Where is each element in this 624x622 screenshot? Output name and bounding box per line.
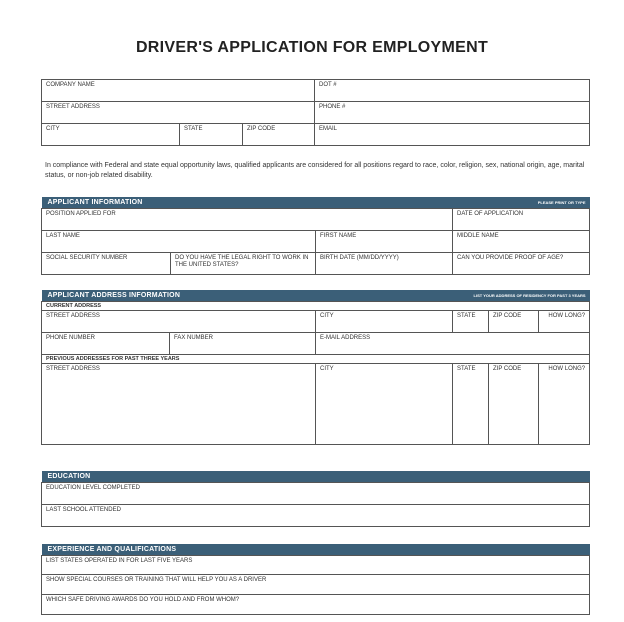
- section-title: EXPERIENCE AND QUALIFICATIONS: [47, 546, 177, 553]
- position-field[interactable]: POSITION APPLIED FOR: [42, 209, 453, 231]
- company-zip-field[interactable]: ZIP CODE: [243, 124, 315, 146]
- last-name-field[interactable]: LAST NAME: [42, 231, 316, 253]
- section-title: APPLICANT ADDRESS INFORMATION: [47, 292, 181, 299]
- previous-city-field[interactable]: CITY: [316, 364, 453, 445]
- last-school-field[interactable]: LAST SCHOOL ATTENDED: [42, 505, 590, 527]
- previous-street-field[interactable]: STREET ADDRESS: [42, 364, 316, 445]
- fax-number-field[interactable]: FAX NUMBER: [170, 333, 316, 355]
- experience-header: [42, 544, 590, 555]
- previous-zip-field[interactable]: ZIP CODE: [489, 364, 539, 445]
- birth-date-field[interactable]: BIRTH DATE (MM/DD/YYYY): [316, 253, 453, 275]
- education-level-field[interactable]: EDUCATION LEVEL COMPLETED: [42, 483, 590, 505]
- current-state-field[interactable]: STATE: [453, 311, 489, 333]
- ssn-field[interactable]: SOCIAL SECURITY NUMBER: [42, 253, 171, 275]
- education-table: [41, 471, 590, 527]
- address-info-table: [41, 290, 590, 445]
- middle-name-field[interactable]: MIDDLE NAME: [453, 231, 590, 253]
- applicant-info-header: [42, 197, 590, 208]
- current-address-label: CURRENT ADDRESS: [42, 302, 590, 311]
- dot-field[interactable]: DOT #: [315, 80, 590, 102]
- current-city-field[interactable]: CITY: [316, 311, 453, 333]
- application-date-field[interactable]: DATE OF APPLICATION: [453, 209, 590, 231]
- company-phone-field[interactable]: PHONE #: [315, 102, 590, 124]
- section-note: PLEASE PRINT OR TYPE: [537, 200, 586, 205]
- experience-table: [41, 544, 590, 615]
- company-email-field[interactable]: EMAIL: [315, 124, 590, 146]
- safe-driving-awards-field[interactable]: WHICH SAFE DRIVING AWARDS DO YOU HOLD AND FROM WHOM?: [42, 595, 590, 615]
- applicant-info-table: [41, 197, 590, 275]
- company-city-field[interactable]: CITY: [42, 124, 180, 146]
- company-name-field[interactable]: COMPANY NAME: [42, 80, 315, 102]
- previous-state-field[interactable]: STATE: [453, 364, 489, 445]
- special-courses-field[interactable]: SHOW SPECIAL COURSES OR TRAINING THAT WILL HELP YOU AS A DRIVER: [42, 575, 590, 595]
- phone-number-field[interactable]: PHONE NUMBER: [42, 333, 170, 355]
- company-state-field[interactable]: STATE: [180, 124, 243, 146]
- current-street-field[interactable]: STREET ADDRESS: [42, 311, 316, 333]
- proof-of-age-field[interactable]: CAN YOU PROVIDE PROOF OF AGE?: [453, 253, 590, 275]
- company-info-table: [41, 79, 590, 146]
- current-how-long-field[interactable]: HOW LONG?: [539, 311, 590, 333]
- previous-how-long-field[interactable]: HOW LONG?: [539, 364, 590, 445]
- education-header: [42, 471, 590, 482]
- first-name-field[interactable]: FIRST NAME: [316, 231, 453, 253]
- current-zip-field[interactable]: ZIP CODE: [489, 311, 539, 333]
- previous-addresses-label: PREVIOUS ADDRESSES FOR PAST THREE YEARS: [42, 355, 590, 364]
- section-title: APPLICANT INFORMATION: [47, 199, 143, 206]
- section-title: EDUCATION: [47, 473, 91, 480]
- address-info-header: [42, 290, 590, 301]
- company-street-field[interactable]: STREET ADDRESS: [42, 102, 315, 124]
- section-note: LIST YOUR ADDRESS OF RESIDENCY FOR PAST 3 YEARS: [473, 293, 586, 298]
- email-address-field[interactable]: E-MAIL ADDRESS: [316, 333, 590, 355]
- legal-right-field[interactable]: DO YOU HAVE THE LEGAL RIGHT TO WORK IN THE UNITED STATES?: [171, 253, 316, 275]
- page-title: DRIVER'S APPLICATION FOR EMPLOYMENT: [135, 39, 489, 56]
- states-operated-field[interactable]: LIST STATES OPERATED IN FOR LAST FIVE YEARS: [42, 556, 590, 575]
- equal-opportunity-notice: In compliance with Federal and state equal opportunity laws, qualified applicants are considered for all positions regard to race, color, religion, sex, national origin, age, marital status, or non-job related disability.: [45, 162, 585, 179]
